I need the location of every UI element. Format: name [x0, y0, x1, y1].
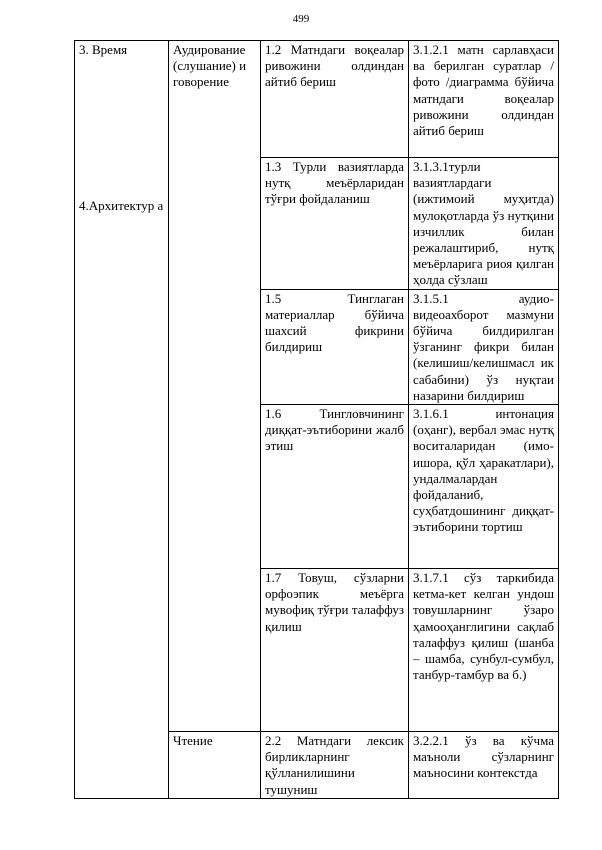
indicator-cell: 3.1.3.1турли вазиятлардаги (ижтимоий муҳитда) мулоқотларда ўз нутқини изчиллик билан режалаштириб, нутқ меъёрларига риоя қилган ҳолда сўзлаш — [409, 158, 559, 290]
indicator-cell: 3.1.6.1 интонация (оҳанг), вербал эмас нутқ воситаларидан (имо-ишора, қўл ҳаракатлари), ундалмалардан фойдаланиб, суҳбатдошининг диққат-эътиборини тортиш — [409, 405, 559, 569]
competency-cell: 1.3 Турли вазиятларда нутқ меъёрларидан тўғри фойдаланиш — [261, 158, 409, 290]
competency-cell: 1.6 Тингловчининг диққат-эътиборини жалб этиш — [261, 405, 409, 569]
competency-cell: 1.7 Товуш, сўзларни орфоэпик меъёрга мувофиқ тўғри талаффуз қилиш — [261, 569, 409, 732]
competency-cell: 2.2 Матндаги лексик бирликларнинг қўлланилишини тушуниш — [261, 732, 409, 799]
competency-cell: 1.5 Тинглаган материаллар бўйича шахсий фикрини билдириш — [261, 289, 409, 404]
competency-cell: 1.2 Матндаги воқеалар ривожини олдиндан айтиб бериш — [261, 41, 409, 158]
table-row — [75, 41, 559, 158]
subject-cell — [75, 41, 169, 799]
indicator-cell: 3.1.2.1 матн сарлавҳаси ва берилган суратлар /фото /диаграмма бўйича матндаги воқеалар ривожини олдиндан айтиб бериш — [409, 41, 559, 158]
subject-label: 3. Время — [79, 42, 128, 57]
indicator-cell: 3.1.5.1 аудио-видеоахборот мазмуни бўйича билдирилган ўзганинг фикри билан (келишиш/келишмасл ик сабабини) ўз нуқтаи назарини билдириш — [409, 289, 559, 404]
skill-cell: Чтение — [169, 732, 261, 799]
indicator-cell: 3.2.2.1 ўз ва кўчма маъноли сўзларнинг маъносини контекстда — [409, 732, 559, 799]
skill-cell: Аудирование (слушание) и говорение — [169, 41, 261, 732]
indicator-cell: 3.1.7.1 сўз таркибида кетма-кет келган ундош товушларнинг ўзаро ҳамооҳанглигини сақлаб талаффуз қилиш (шанба – шамба, сунбул-сумбул, танбур-тамбур ва б.) — [409, 569, 559, 732]
subject-label: 4.Архитектур а — [79, 198, 164, 214]
page-number: 499 — [292, 13, 310, 25]
curriculum-table — [74, 40, 559, 799]
